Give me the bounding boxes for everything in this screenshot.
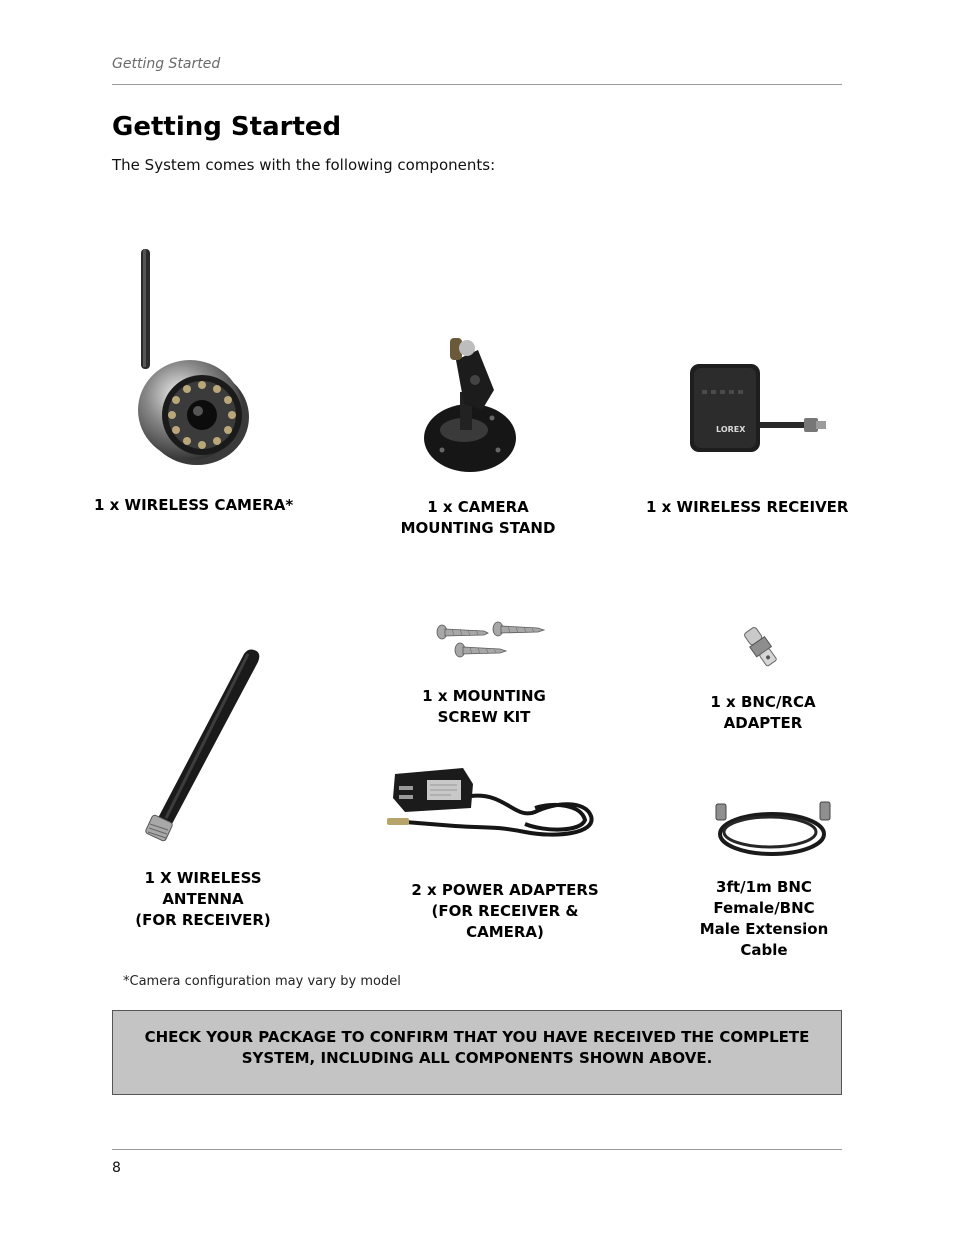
- wireless-camera-image: [112, 245, 257, 470]
- caption-bnc-rca-adapter: 1 x BNC/RCA ADAPTER: [710, 693, 816, 732]
- caption-wireless-camera: 1 x WIRELESS CAMERA*: [94, 496, 294, 514]
- intro-text: The System comes with the following components:: [112, 156, 496, 174]
- lorex-logo: LOREX: [716, 425, 746, 434]
- caption-wireless-receiver: 1 x WIRELESS RECEIVER: [646, 498, 849, 516]
- page-number: 8: [112, 1160, 121, 1176]
- page-title: Getting Started: [112, 112, 342, 142]
- header-rule: [112, 84, 842, 85]
- mounting-stand-image: [420, 330, 525, 475]
- caption-extension-cable: 3ft/1m BNC Female/BNC Male Extension Cable: [699, 878, 829, 959]
- package-notice-box: [112, 1010, 842, 1095]
- antenna-image: [140, 642, 270, 847]
- camera-footnote: *Camera configuration may vary by model: [123, 974, 401, 989]
- caption-mounting-stand: 1 x CAMERA MOUNTING STAND: [400, 498, 556, 537]
- extension-cable-image: [712, 800, 837, 865]
- running-header: Getting Started: [112, 56, 221, 72]
- caption-screw-kit: 1 x MOUNTING SCREW KIT: [422, 687, 546, 726]
- power-adapter-image: [385, 762, 600, 852]
- screw-kit-image: [432, 620, 547, 665]
- caption-antenna: 1 X WIRELESS ANTENNA (FOR RECEIVER): [135, 869, 271, 929]
- footer-rule: [112, 1149, 842, 1150]
- wireless-receiver-image: [686, 360, 831, 455]
- package-notice-text: CHECK YOUR PACKAGE TO CONFIRM THAT YOU HAVE RECEIVED THE COMPLETE SYSTEM, INCLUDING ALL COMPONENTS SHOWN ABOVE.: [144, 1028, 810, 1067]
- bnc-rca-adapter-image: [740, 622, 785, 672]
- caption-power-adapters: 2 x POWER ADAPTERS (FOR RECEIVER & CAMERA): [411, 881, 599, 941]
